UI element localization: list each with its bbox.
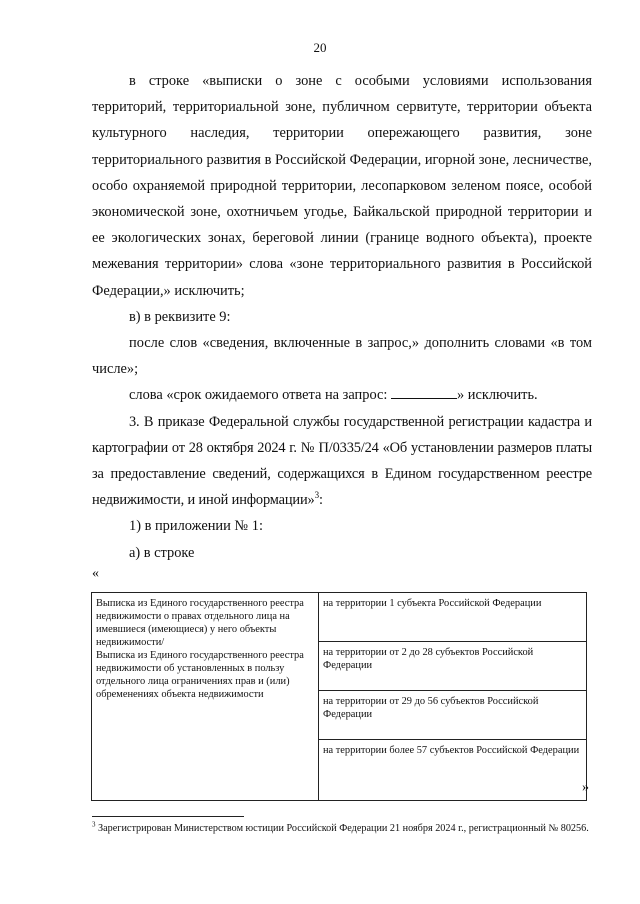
footnote-divider: [92, 816, 244, 817]
opening-quote: «: [92, 566, 99, 581]
paragraph-words-deadline-start: слова «срок ожидаемого ответа на запрос:: [129, 387, 391, 404]
paragraph-order-colon: :: [318, 492, 323, 509]
paragraph-appendix-1: 1) в приложении № 1:: [129, 518, 263, 535]
table-cell-document-type: [92, 593, 319, 801]
paragraph-words-deadline-end: » исключить.: [456, 387, 538, 404]
table-row: [92, 593, 587, 642]
paragraph-row-amendment: в строке «выписки о зоне с особыми условиями использования территорий, территориальной зоне, публичном сервитуте, территории объекта культурного наследия, территории опережающего развития, зоне территориального развития в Российской Федерации, игорной зоне, лесничестве, особо охраняемой природной территории, лесопарковом зеленом поясе, особой экономической зоне, охотничьем угодье, Байкальской природной территории и ее экологических зонах, береговой линии (границе водного объекта), проекте межевания территории» слова «зоне территориального развития в Российской Федерации,» исключить;: [92, 73, 592, 299]
paragraph-requisite-9: в) в реквизите 9:: [129, 308, 231, 325]
footnote-reference: 3: [314, 490, 319, 501]
table-cell-text-restrictions: Выписка из Единого государственного реестра недвижимости об установленных в пользу отдельного лица ограничениях прав и (или) обременениях объекта недвижимости: [96, 650, 304, 700]
table-cell-territory: на территории более 57 субъектов Российской Федерации: [319, 740, 587, 801]
paragraph-order-amendment: [92, 409, 592, 514]
fee-table: [91, 592, 587, 801]
footnote-text: Зарегистрирован Министерством юстиции Российской Федерации 21 ноября 2024 г., регистрационный № 80256.: [95, 823, 589, 834]
footnote-marker: 3: [92, 820, 96, 829]
page-number: 20: [313, 40, 327, 55]
footnote: [92, 822, 590, 835]
closing-quote: »: [582, 780, 589, 795]
table-cell-territory: на территории от 2 до 28 субъектов Российской Федерации: [319, 642, 587, 691]
table-cell-text-rights: Выписка из Единого государственного реестра недвижимости о правах отдельного лица на имевшиеся (имеющиеся) у него объекты недвижимости/: [96, 598, 304, 648]
paragraph-in-row: а) в строке: [129, 544, 195, 561]
paragraph-after-words: после слов «сведения, включенные в запрос,» дополнить словами «в том числе»;: [92, 335, 592, 378]
paragraph-words-deadline: [92, 382, 592, 408]
table-cell-territory: на территории от 29 до 56 субъектов Российской Федерации: [319, 691, 587, 740]
body-text: [92, 68, 592, 566]
table-cell-territory: на территории 1 субъекта Российской Федерации: [319, 593, 587, 642]
paragraph-order-text: 3. В приказе Федеральной службы государственной регистрации кадастра и картографии от 28 октября 2024 г. № П/0335/24 «Об установлении размеров платы за предоставление сведений, содержащихся в Едином государственном реестре недвижимости, и иной информации»: [92, 413, 592, 509]
blank-line: [391, 386, 457, 399]
